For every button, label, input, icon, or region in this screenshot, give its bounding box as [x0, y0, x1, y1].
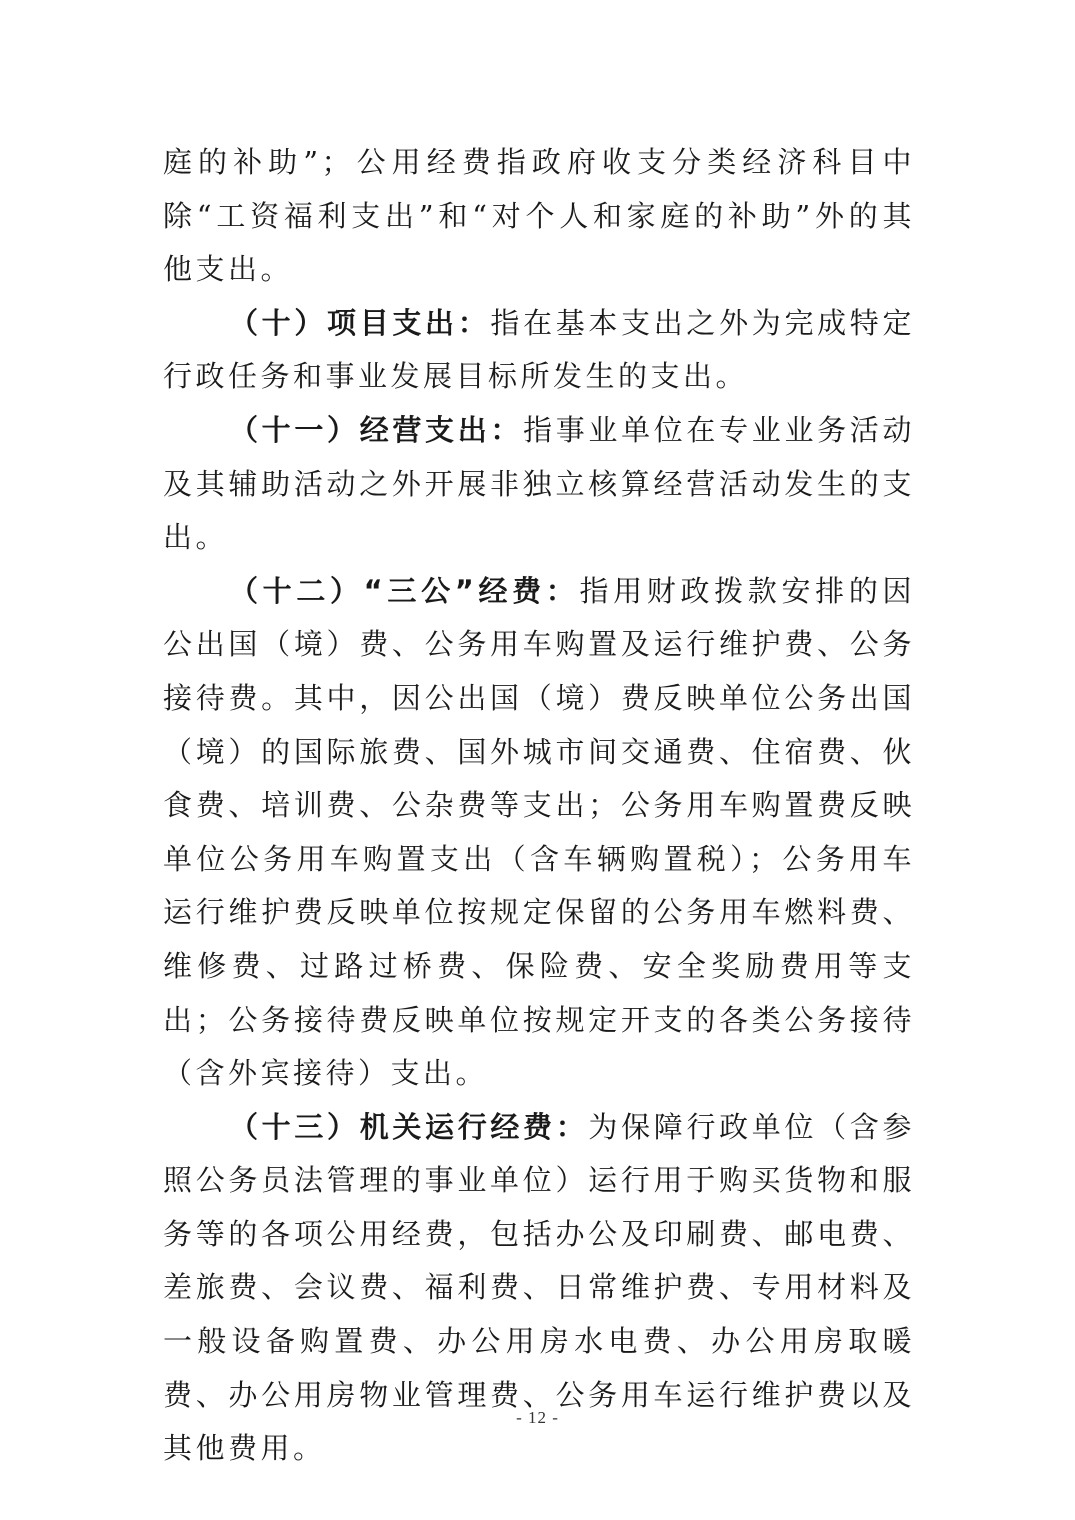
paragraph-three-public-expenses: [163, 565, 915, 1101]
paragraph-text: 庭的补助”；公用经费指政府收支分类经济科目中除“工资福利支出”和“对个人和家庭的补助”外的其他支出。: [163, 145, 915, 287]
paragraph-term: （十三）机关运行经费：: [229, 1109, 589, 1144]
paragraph-term: （十）项目支出：: [229, 305, 491, 340]
paragraph-text: 指用财政拨款安排的因公出国（境）费、公务用车购置及运行维护费、公务接待费。其中，因公出国（境）费反映单位公务出国（境）的国际旅费、国外城市间交通费、住宿费、伙食费、培训费、公杂费等支出；公务用车购置费反映单位公务用车购置支出（含车辆购置税）；公务用车运行维护费反映单位按规定保留的公务用车燃料费、维修费、过路过桥费、保险费、安全奖励费用等支出；公务接待费反映单位按规定开支的各类公务接待（含外宾接待）支出。: [163, 573, 915, 1091]
paragraph-term: （十一）经营支出：: [229, 412, 524, 447]
paragraph-term: （十二）“三公”经费：: [229, 573, 580, 608]
paragraph-text: 指在基本支出之外为完成特定行政任务和事业发展目标所发生的支出。: [163, 305, 915, 394]
paragraph-project-expenditure: [163, 297, 915, 404]
document-body: [163, 136, 915, 1476]
page-number: - 12 -: [516, 1408, 559, 1427]
paragraph-text: 为保障行政单位（含参照公务员法管理的事业单位）运行用于购买货物和服务等的各项公用经费，包括办公及印刷费、邮电费、差旅费、会议费、福利费、日常维护费、专用材料及一般设备购置费、办公用房水电费、办公用房取暖费、办公用房物业管理费、公务用车运行维护费以及其他费用。: [163, 1109, 915, 1466]
paragraph-continuation: [163, 136, 915, 297]
paragraph-operating-expenditure: [163, 404, 915, 565]
paragraph-text: 指事业单位在专业业务活动及其辅助活动之外开展非独立核算经营活动发生的支出。: [163, 412, 915, 555]
